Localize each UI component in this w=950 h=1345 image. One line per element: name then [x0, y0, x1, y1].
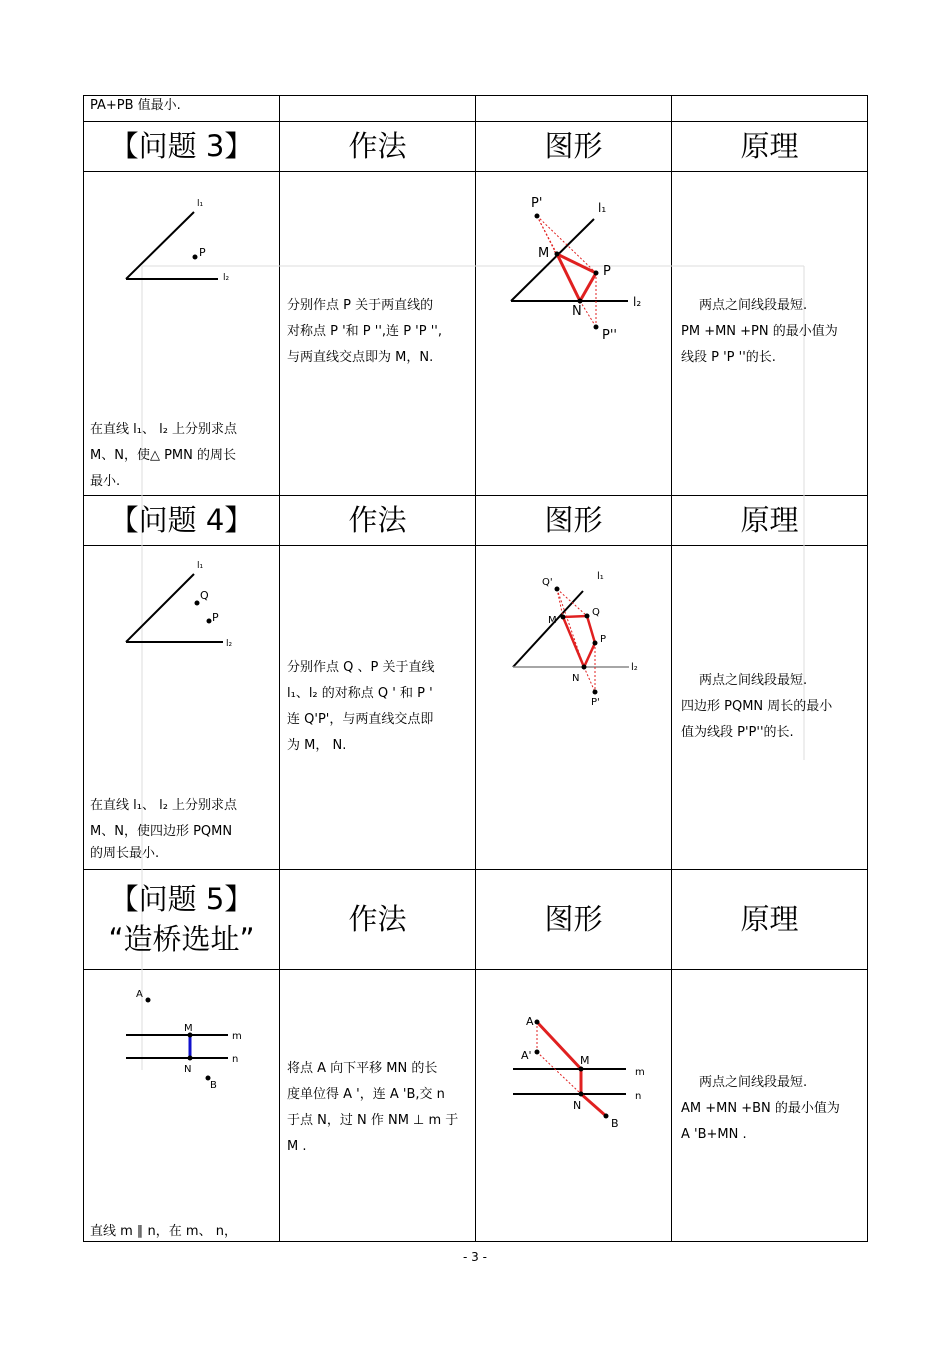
- principle-header-4: 原理: [740, 502, 799, 537]
- problem-3-principle: 两点之间线段最短. PM +MN +PN 的最小值为 线段 P 'P ''的长.: [681, 298, 838, 365]
- method-header-5: 作法: [348, 901, 407, 936]
- problem-5-question-figure: [84, 970, 279, 1090]
- svg-text:l₁: l₁: [197, 199, 204, 209]
- problem-4-solution-figure: [476, 546, 671, 716]
- svg-text:P: P: [199, 246, 206, 259]
- problem-5-solution-figure: [476, 970, 671, 1140]
- svg-text:m: m: [232, 1031, 242, 1042]
- problem-5-question: 直线 m ∥ n，在 m、 n，: [90, 1224, 237, 1239]
- svg-text:M: M: [548, 615, 557, 626]
- svg-text:P'': P'': [602, 328, 617, 343]
- svg-text:n: n: [232, 1054, 239, 1065]
- svg-text:N: N: [184, 1064, 192, 1075]
- svg-text:l₁: l₁: [197, 561, 204, 571]
- method-header-4: 作法: [348, 502, 407, 537]
- svg-text:N: N: [572, 304, 582, 319]
- problem-5-principle: 两点之间线段最短. AM +MN +BN 的最小值为 A 'B+MN .: [681, 1075, 840, 1142]
- svg-text:l₁: l₁: [598, 201, 607, 215]
- problem-4-title: 【问题 4】: [109, 502, 254, 537]
- svg-text:A: A: [526, 1015, 534, 1028]
- svg-text:N: N: [572, 673, 580, 684]
- svg-text:B: B: [611, 1117, 619, 1130]
- svg-text:l₂: l₂: [226, 639, 233, 649]
- svg-text:l₁: l₁: [597, 571, 604, 582]
- problem-5-method: 将点 A 向下平移 MN 的长 度单位得 A '，连 A 'B,交 n 于点 N，过 N 作 NM ⊥ m 于 M .: [287, 1061, 459, 1154]
- svg-text:P: P: [603, 264, 611, 279]
- problem-3-title: 【问题 3】: [109, 128, 254, 163]
- problem-4-principle: 两点之间线段最短. 四边形 PQMN 周长的最小 值为线段 P'P''的长.: [681, 673, 833, 740]
- svg-text:N: N: [573, 1099, 582, 1112]
- problem-4-question-figure: [84, 546, 279, 666]
- figure-header-4: 图形: [544, 502, 603, 537]
- top-row-text: PA+PB 值最小.: [90, 98, 181, 113]
- svg-text:Q': Q': [542, 577, 553, 588]
- problem-3-solution-figure: [476, 172, 671, 352]
- svg-text:Q: Q: [592, 607, 600, 618]
- svg-text:M: M: [538, 246, 550, 261]
- svg-text:l₂: l₂: [223, 273, 230, 283]
- svg-text:m: m: [635, 1067, 645, 1078]
- problem-4-method: 分别作点 Q 、P 关于直线 l₁、l₂ 的对称点 Q ' 和 P ' 连 Q'P'，与两直线交点即 为 M， N.: [287, 660, 435, 753]
- problem-3-question-figure: [84, 172, 279, 302]
- svg-text:M: M: [184, 1023, 193, 1034]
- problem-3-method: 分别作点 P 关于两直线的 对称点 P '和 P '',连 P 'P '', 与两直线交点即为 M，N.: [287, 298, 442, 365]
- svg-text:B: B: [210, 1080, 217, 1090]
- svg-text:l₂: l₂: [633, 295, 642, 309]
- svg-text:M: M: [580, 1054, 590, 1067]
- svg-text:A': A': [521, 1049, 532, 1062]
- svg-text:P': P': [591, 697, 600, 708]
- principle-header-3: 原理: [740, 128, 799, 163]
- page-number: - 3 -: [463, 1250, 487, 1264]
- figure-header-5: 图形: [544, 901, 603, 936]
- svg-text:A: A: [136, 989, 143, 1000]
- problem-4-question: 在直线 l₁、 l₂ 上分别求点 M、N，使四边形 PQMN 的周长最小.: [90, 798, 238, 861]
- svg-text:Q: Q: [200, 589, 209, 602]
- svg-text:P': P': [531, 196, 543, 211]
- method-header-3: 作法: [348, 128, 407, 163]
- svg-text:P: P: [212, 611, 219, 624]
- principle-header-5: 原理: [740, 901, 799, 936]
- problem-5-title: 【问题 5】 “造桥选址”: [108, 882, 255, 956]
- svg-text:l₂: l₂: [631, 662, 638, 673]
- svg-text:P: P: [600, 634, 607, 645]
- svg-text:n: n: [635, 1091, 642, 1102]
- problem-3-question: 在直线 l₁、 l₂ 上分别求点 M、N，使△ PMN 的周长 最小.: [90, 422, 238, 489]
- figure-header-3: 图形: [544, 128, 603, 163]
